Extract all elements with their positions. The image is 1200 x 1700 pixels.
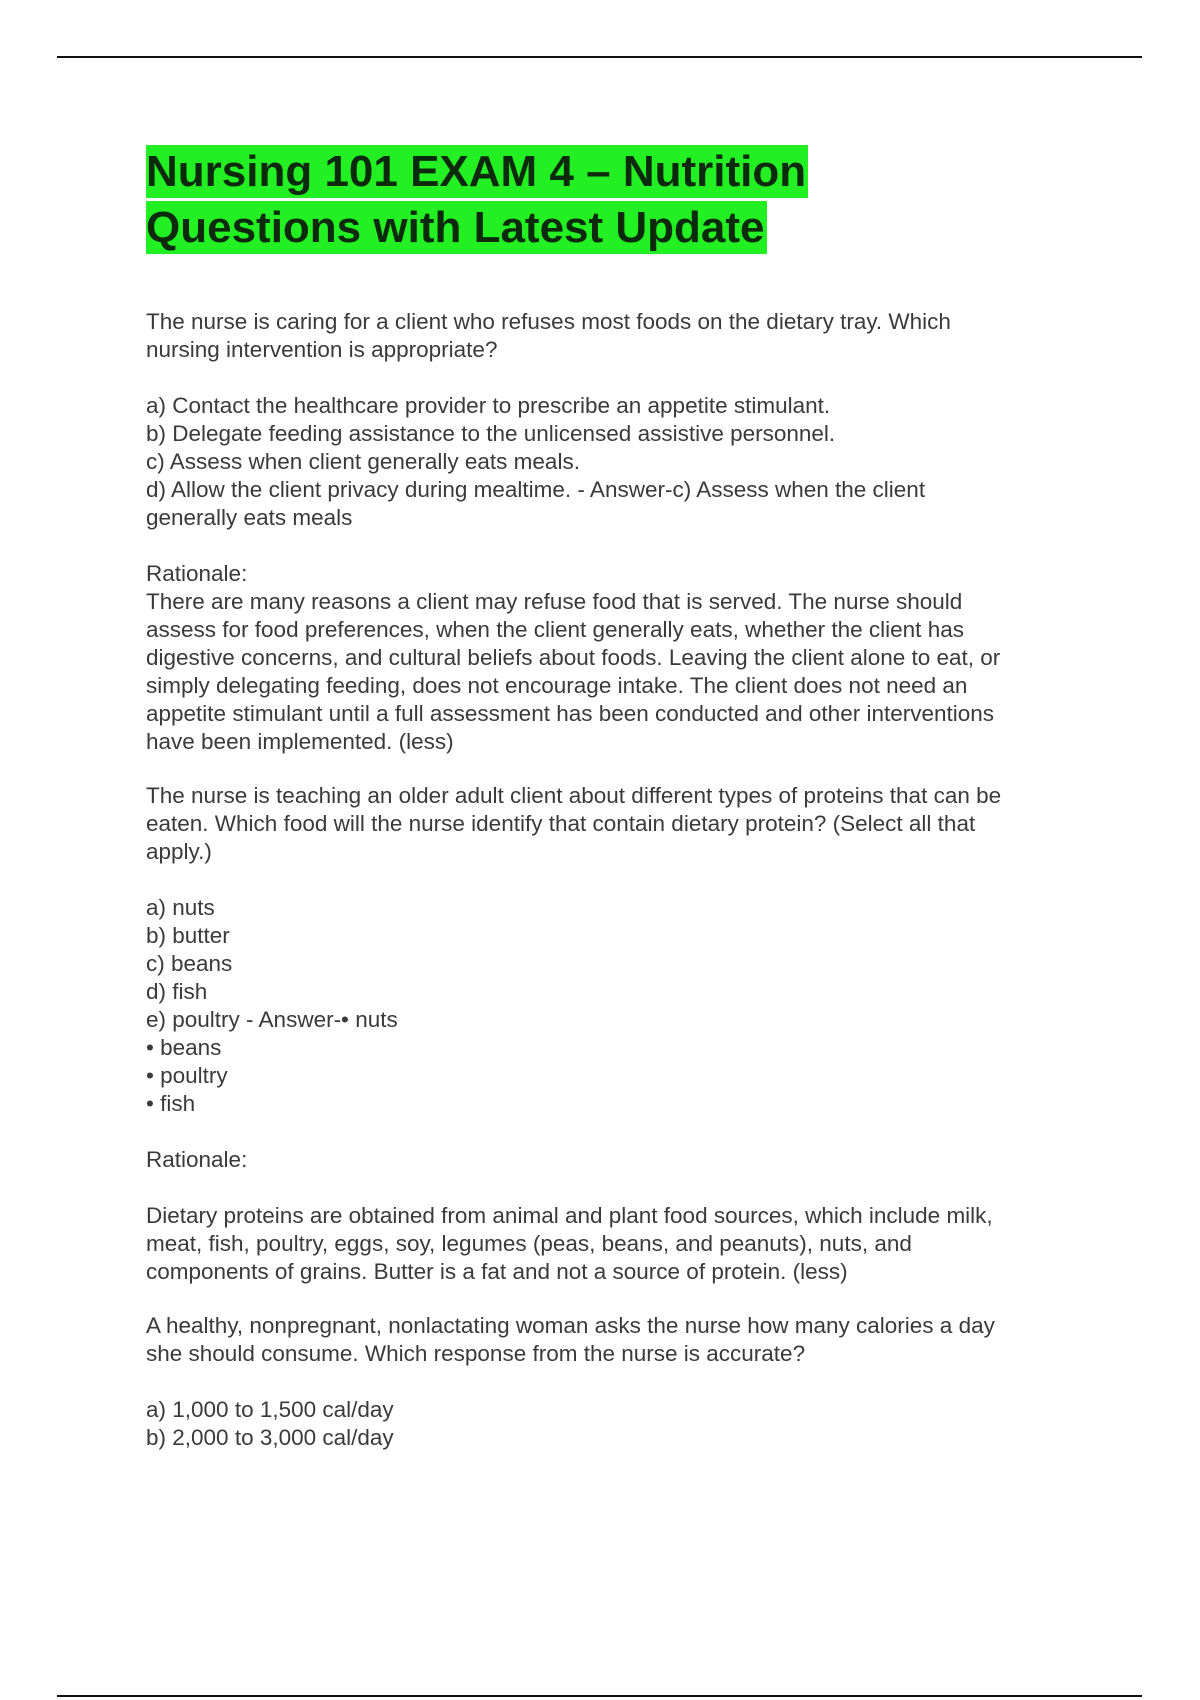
rationale-line: simply delegating feeding, does not encourage intake. The client does not need an xyxy=(146,673,968,698)
title-line-1: Nursing 101 EXAM 4 – Nutrition xyxy=(146,147,807,196)
question-2-option: c) beans xyxy=(146,951,233,976)
question-2-line: The nurse is teaching an older adult client about different types of proteins that can be xyxy=(146,783,1002,808)
question-2-option: b) butter xyxy=(146,923,230,948)
question-2-options xyxy=(146,894,1086,1118)
question-1-line: nursing intervention is appropriate? xyxy=(146,337,498,362)
rationale-line: meat, fish, poultry, eggs, soy, legumes (peas, beans, and peanuts), nuts, and xyxy=(146,1231,912,1256)
question-2-rationale-label xyxy=(146,1146,1086,1174)
question-2-text xyxy=(146,782,1086,866)
rationale-line: There are many reasons a client may refuse food that is served. The nurse should xyxy=(146,589,963,614)
question-1-option: c) Assess when client generally eats meals. xyxy=(146,449,580,474)
question-1-options xyxy=(146,392,1086,532)
rationale-line: digestive concerns, and cultural beliefs about foods. Leaving the client alone to eat, or xyxy=(146,645,1001,670)
top-rule xyxy=(57,56,1142,58)
rationale-line: appetite stimulant until a full assessment has been conducted and other interventions xyxy=(146,701,995,726)
question-2-rationale xyxy=(146,1202,1086,1286)
question-3-option: a) 1,000 to 1,500 cal/day xyxy=(146,1397,394,1422)
question-1-option: b) Delegate feeding assistance to the unlicensed assistive personnel. xyxy=(146,421,836,446)
question-2-answer-item: • beans xyxy=(146,1035,222,1060)
rationale-label: Rationale: xyxy=(146,561,248,586)
question-1-option: a) Contact the healthcare provider to prescribe an appetite stimulant. xyxy=(146,393,831,418)
question-2-answer-item: • fish xyxy=(146,1091,196,1116)
title-line-2: Questions with Latest Update xyxy=(146,203,765,252)
question-1-text xyxy=(146,308,1086,364)
document-page xyxy=(146,144,1086,1452)
question-3-options xyxy=(146,1396,1086,1452)
question-1-rationale xyxy=(146,560,1086,756)
question-1-option: generally eats meals xyxy=(146,505,353,530)
question-3-text xyxy=(146,1312,1086,1368)
question-2-option: d) fish xyxy=(146,979,208,1004)
question-1-line: The nurse is caring for a client who refuses most foods on the dietary tray. Which xyxy=(146,309,951,334)
document-title xyxy=(146,144,1086,256)
question-2-line: eaten. Which food will the nurse identify that contain dietary protein? (Select all that xyxy=(146,811,976,836)
question-2-line: apply.) xyxy=(146,839,212,864)
rationale-label: Rationale: xyxy=(146,1147,248,1172)
question-2-option: a) nuts xyxy=(146,895,215,920)
question-3-option: b) 2,000 to 3,000 cal/day xyxy=(146,1425,394,1450)
question-2-option: e) poultry - Answer-• nuts xyxy=(146,1007,398,1032)
question-3-line: A healthy, nonpregnant, nonlactating woman asks the nurse how many calories a day xyxy=(146,1313,995,1338)
question-1-option: d) Allow the client privacy during mealtime. - Answer-c) Assess when the client xyxy=(146,477,926,502)
rationale-line: Dietary proteins are obtained from animal and plant food sources, which include milk, xyxy=(146,1203,993,1228)
rationale-line: have been implemented. (less) xyxy=(146,729,454,754)
bottom-rule xyxy=(57,1695,1142,1697)
rationale-line: assess for food preferences, when the client generally eats, whether the client has xyxy=(146,617,964,642)
question-3-line: she should consume. Which response from the nurse is accurate? xyxy=(146,1341,806,1366)
rationale-line: components of grains. Butter is a fat and not a source of protein. (less) xyxy=(146,1259,848,1284)
question-2-answer-item: • poultry xyxy=(146,1063,228,1088)
